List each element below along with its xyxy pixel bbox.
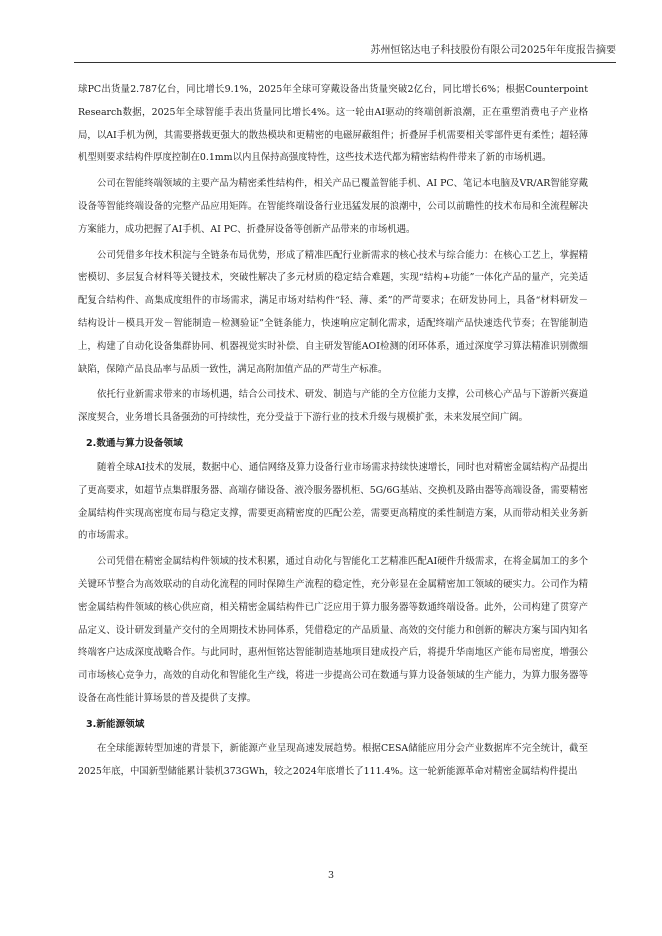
paragraph-market-outlook: 依托行业新需求带来的市场机遇，结合公司技术、研发、制造与产能的全方位能力支撑，公司核心产品与下游新兴赛道深度契合，业务增长具备强劲的可持续性，充分受益于下游行业的技术升级与规模扩张，未来发展空间广阔。 (78, 389, 588, 424)
paragraph-new-energy: 在全球能源转型加速的背景下，新能源产业呈现高速发展趋势。根据CESA储能应用分会产业数据库不完全统计，截至2025年底，中国新型储能累计装机373GWh，较之2024年底增长了111.4%。这一轮新能源革命对精密金属结构件提出 (78, 742, 588, 777)
paragraph-core-capabilities: 公司凭借多年技术积淀与全链条布局优势，形成了精准匹配行业新需求的核心技术与综合能力：在核心工艺上，掌握精密模切、多层复合材料等关键技术，突破性解决了多元材质的稳定结合难题，实现“结构+功能”一体化产品的量产，完美适配复合结构件、高集成度组件的市场需求，满足市场对结构件“轻、薄、柔”的严苛要求；在研发协同上，具备“材料研发－结构设计－模具开发－智能制造－检测验证”全链条能力，快速响应定制化需求，适配终端产品快速迭代节奏；在智能制造上，构建了自动化设备集群协同、机器视觉实时补偿、自主研发智能AOI检测的闭环体系，通过深度学习算法精准识别微细缺陷，保障产品良品率与品质一致性，满足高附加值产品的严苛生产标准。 (78, 249, 588, 375)
paragraph-datacom-demand: 随着全球AI技术的发展，数据中心、通信网络及算力设备行业市场需求持续快速增长，同时也对精密金属结构产品提出了更高要求，如超节点集群服务器、高端存储设备、液冷服务器机柜、5G/6G基站、交换机及路由器等高端设备，需要精密金属结构件实现高密度布局与稳定支撑，需要更高精密度的匹配公差，需要更高精度的柔性制造方案，从而带动相关业务新的市场需求。 (78, 461, 588, 542)
page-number: 3 (327, 870, 335, 881)
section-heading-datacom: 2.数通与算力设备领域 (86, 437, 183, 449)
page-header: 苏州恒铭达电子科技股份有限公司2025年年度报告摘要 (370, 45, 616, 56)
section-heading-new-energy: 3.新能源领域 (86, 718, 145, 730)
paragraph-product-matrix: 公司在智能终端领域的主要产品为精密柔性结构件，相关产品已覆盖智能手机、AI PC、笔记本电脑及VR/AR智能穿戴设备等智能终端设备的完整产品应用矩阵。在智能终端设备行业迅猛发展的浪潮中，公司以前瞻性的技术布局和全流程解决方案能力，成功把握了AI手机、AI PC、折叠屏设备等创新产品带来的市场机遇。 (78, 178, 588, 235)
header-divider (74, 62, 616, 63)
page-body (78, 79, 588, 786)
paragraph-continued: 球PC出货量2.787亿台，同比增长9.1%，2025年全球可穿戴设备出货量突破2亿台，同比增长6%；根据Counterpoint Research数据，2025年全球智能手表出货量同比增长4%。这一轮由AI驱动的终端创新浪潮，正在重塑消费电子产业格局，以AI手机为例，其需要搭载更强大的散热模块和更精密的电磁屏蔽组件；折叠屏手机需要相关零部件更有柔性；超轻薄机型则要求结构件厚度控制在0.1mm以内且保持高强度特性，这些技术迭代都为精密结构件带来了新的市场机遇。 (78, 84, 588, 164)
paragraph-datacom-capability: 公司凭借在精密金属结构件领域的技术积累，通过自动化与智能化工艺精准匹配AI硬件升级需求，在将金属加工的多个关键环节整合为高效联动的自动化流程的同时保障生产流程的稳定性，充分彰显在金属精密加工领域的硬实力。公司作为精密金属结构件领域的核心供应商，相关精密金属结构件已广泛应用于算力服务器等数通终端设备。此外，公司构建了贯穿产品定义、设计研发到量产交付的全周期技术协同体系，凭借稳定的产品质量、高效的交付能力和创新的解决方案与国内知名终端客户达成深度战略合作。与此同时，惠州恒铭达智能制造基地项目建成投产后，将提升华南地区产能布局密度，增强公司市场核心竞争力，高效的自动化和智能化生产线，将进一步提高公司在数通与算力设备领域的生产能力，为算力服务器等设备在高性能计算场景的普及提供了支撑。 (78, 556, 588, 704)
